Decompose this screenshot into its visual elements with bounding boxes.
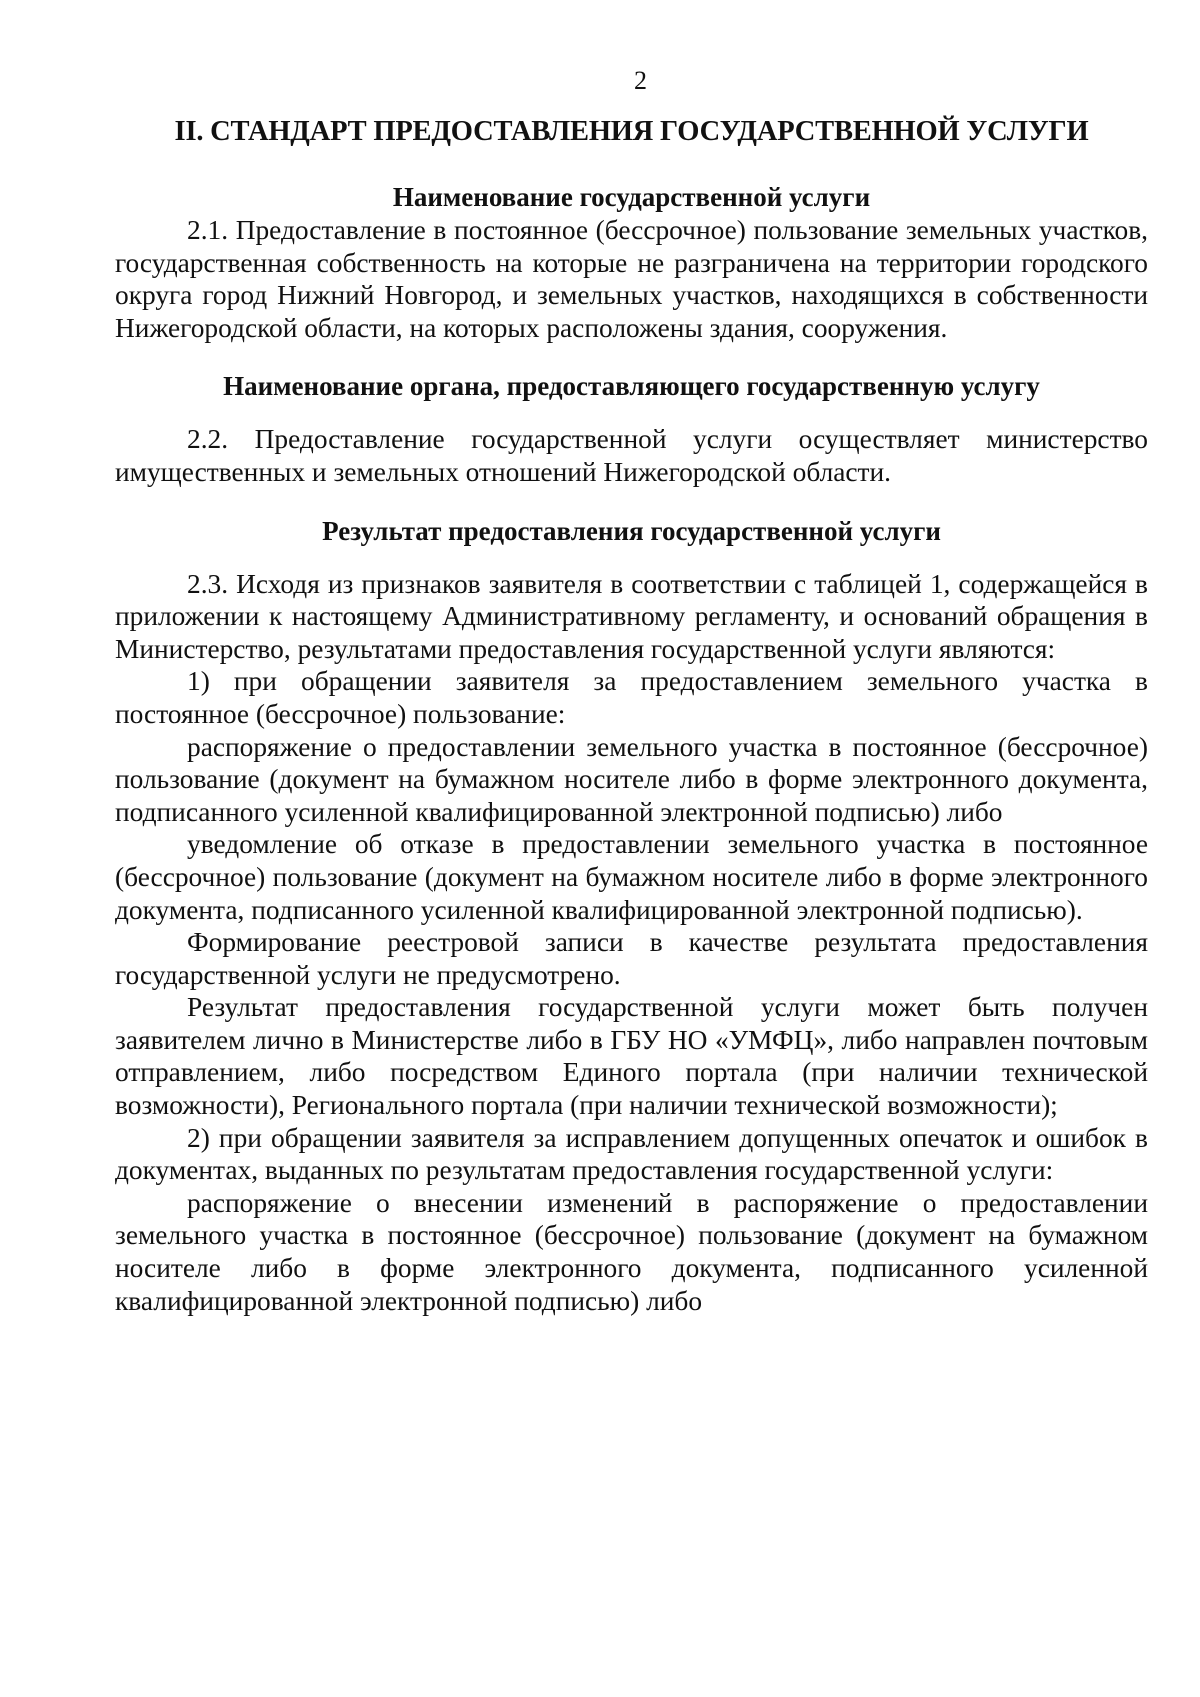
section-title: II. СТАНДАРТ ПРЕДОСТАВЛЕНИЯ ГОСУДАРСТВЕННОЙ УСЛУГИ bbox=[174, 116, 1089, 147]
paragraph-item-2: 2) при обращении заявителя за исправлением допущенных опечаток и ошибок в документах, выданных по результатам предоставления государственной услуги: bbox=[115, 1122, 1148, 1186]
paragraph-2-3: 2.3. Исходя из признаков заявителя в соответствии с таблицей 1, содержащейся в приложении к настоящему Административному регламенту, и оснований обращения в Министерство, результатами предоставления государственной услуги являются: bbox=[115, 568, 1148, 664]
heading-authority-name: Наименование органа, предоставляющего государственную услугу bbox=[223, 371, 1040, 402]
heading-service-name: Наименование государственной услуги bbox=[392, 182, 871, 212]
paragraph-result-delivery: Результат предоставления государственной услуги может быть получен заявителем лично в Министерстве либо в ГБУ НО «УМФЦ», либо направлен почтовым отправлением, либо посредством Единого портала (при наличии технической возможности), Регионального портала (при наличии технической возможности); bbox=[115, 992, 1148, 1121]
paragraph-refusal-notice: уведомление об отказе в предоставлении земельного участка в постоянное (бессрочное) пользование (документ на бумажном носителе либо в форме электронного документа, подписанного усиленной квалифицированной электронной подписью). bbox=[115, 829, 1148, 925]
paragraph-order-amendment: распоряжение о внесении изменений в распоряжение о предоставлении земельного участка в постоянное (бессрочное) пользование (документ на бумажном носителе либо в форме электронного документа, подписанного усиленной квалифицированной электронной подписью) либо bbox=[115, 1187, 1148, 1316]
paragraph-2-2: 2.2. Предоставление государственной услуги осуществляет министерство имущественных и земельных отношений Нижегородской области. bbox=[115, 424, 1148, 487]
page-number: 2 bbox=[634, 66, 647, 95]
paragraph-registry-record: Формирование реестровой записи в качестве результата предоставления государственной услуги не предусмотрено. bbox=[115, 927, 1148, 990]
paragraph-item-1: 1) при обращении заявителя за предоставлением земельного участка в постоянное (бессрочное) пользование: bbox=[115, 666, 1148, 729]
document-page bbox=[115, 62, 1148, 1317]
heading-service-result: Результат предоставления государственной услуги bbox=[322, 515, 941, 546]
paragraph-order-grant: распоряжение о предоставлении земельного участка в постоянное (бессрочное) пользование (документ на бумажном носителе либо в форме электронного документа, подписанного усиленной квалифицированной электронной подписью) либо bbox=[115, 731, 1148, 827]
paragraph-2-1: 2.1. Предоставление в постоянное (бессрочное) пользование земельных участков, государственная собственность на которые не разграничена на территории городского округа город Нижний Новгород, и земельных участков, находящихся в собственности Нижегородской области, на которых расположены здания, сооружения. bbox=[115, 215, 1148, 343]
